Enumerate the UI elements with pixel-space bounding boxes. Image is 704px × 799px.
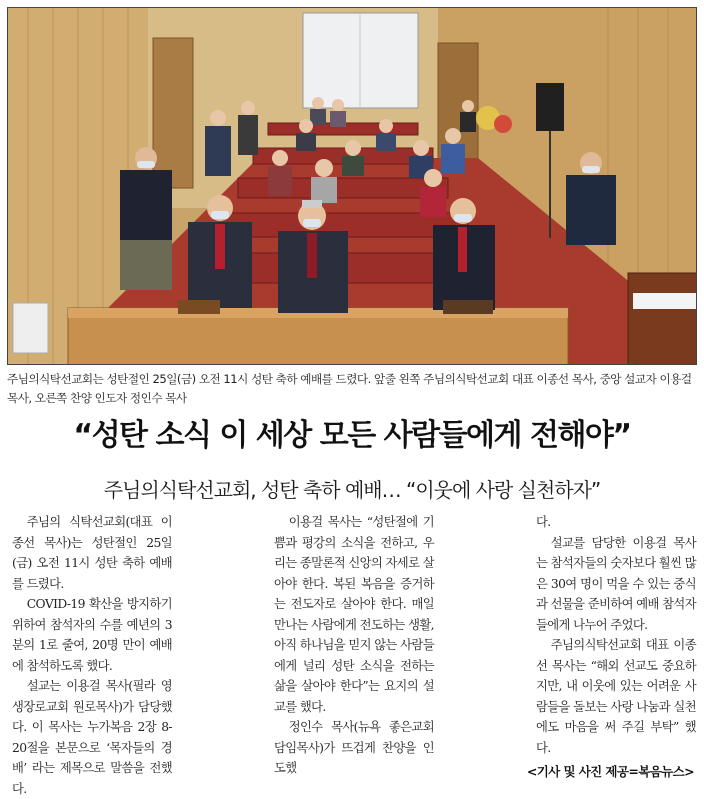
article-column-1: [12, 512, 172, 796]
paragraph: 설교를 담당한 이용걸 목사는 참석자들의 숫자보다 훨씬 많은 30여 명이 먹을 수 있는 중식과 선물을 준비하여 예배 참석자들에게 나누어 주었다.: [536, 535, 696, 632]
photo-illustration: [8, 8, 697, 365]
paragraph-continuation: 다.: [536, 515, 551, 529]
paragraph: COVID-19 확산을 방지하기 위하여 참석자의 수를 예년의 3분의 1로 줄여, 20명 만이 예배에 참석하도록 했다.: [12, 597, 172, 673]
subheadline: 주님의식탁선교회, 성탄 축하 예배… “이웃에 사랑 실천하자”: [103, 478, 601, 502]
headline: “성탄 소식 이 세상 모든 사람들에게 전해야”: [73, 418, 631, 453]
paragraph: 정인수 목사(뉴욕 좋은교회 담임목사)가 뜨겁게 찬양을 인도했: [274, 720, 434, 775]
article-body: [12, 512, 696, 796]
paragraph: 주님의식탁선교회 대표 이종선 목사는 “해외 선교도 중요하지만, 내 이웃에 있는 어려운 사람들을 돌보는 사랑 나눔과 실천에도 마음을 써 주길 부탁” 했다.: [536, 638, 696, 755]
paragraph: 설교는 이용걸 목사(필라 영생장로교회 원로목사)가 담당했다. 이 목사는 누가복음 2장 8-20절을 본문으로 ‘목자들의 경배’ 라는 제목으로 말씀을 전했다.: [12, 679, 172, 796]
photo-caption: 주님의식탁선교회는 성탄절인 25일(금) 오전 11시 성탄 축하 예배를 드렸다. 앞줄 왼쪽 주님의식탁선교회 대표 이종선 목사, 중앙 설교자 이용걸 목사, 오른쪽 찬양 인도자 정인수 목사: [7, 372, 692, 405]
paragraph: 주님의 식탁선교회(대표 이종선 목사)는 성탄절인 25일(금) 오전 11시 성탄 축하 예배를 드렸다.: [12, 515, 172, 591]
article-column-2: [274, 512, 434, 782]
church-service-photo: [7, 7, 697, 365]
paragraph: 이용걸 목사는 “성탄절에 기쁨과 평강의 소식을 전하고, 우리는 종말론적 신앙의 자세로 살아야 한다. 복된 복음을 증거하는 전도자로 살아야 한다. 매일 만나는 사람에게 전도하는 생활, 아직 하나님을 믿지 않는 사람들에게 널리 성탄 소식을 전하는 삶을 살아야 한다”는 요지의 설교를 했다.: [274, 515, 434, 714]
source-credit: <기사 및 사진 제공=복음뉴스>: [523, 762, 694, 780]
article-column-3: [536, 512, 696, 782]
